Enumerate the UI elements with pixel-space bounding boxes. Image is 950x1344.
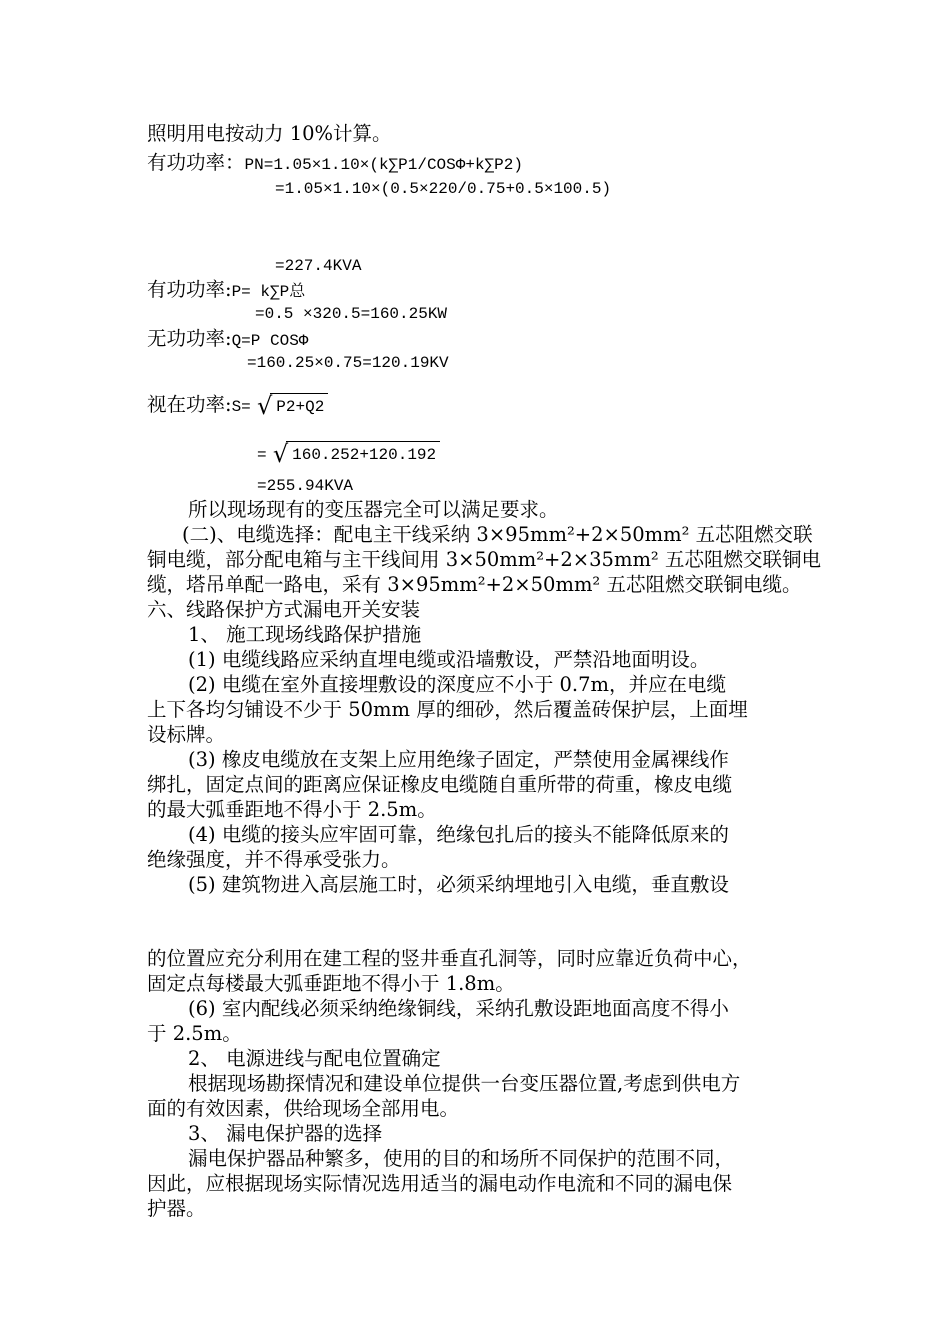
- text-line: 漏电保护器品种繁多，使用的目的和场所不同保护的范围不同，: [188, 1147, 735, 1170]
- formula-label: 有功功率：: [147, 151, 245, 174]
- formula-label: 无功功率:: [147, 327, 232, 350]
- formula-result: =227.4KVA: [275, 257, 362, 275]
- text-line: 的最大弧垂距地不得小于 2.5m。: [147, 798, 437, 821]
- formula-expression: Q=P COSΦ: [231, 332, 309, 350]
- text-line: 设标牌。: [147, 723, 226, 746]
- text-line: 铜电缆，部分配电箱与主干线间用 3×50mm²+2×35mm² 五芯阻燃交联铜电: [147, 548, 821, 571]
- text-line: 缆，塔吊单配一路电，采有 3×95mm²+2×50mm² 五芯阻燃交联铜电缆。: [147, 573, 802, 596]
- formula-line: [147, 392, 328, 420]
- formula-line: [147, 150, 523, 178]
- sqrt-expression: [273, 440, 440, 468]
- text-line: (二)、电缆选择：配电主干线采纳 3×95mm²+2×50mm² 五芯阻燃交联: [182, 523, 813, 546]
- text-line: (5) 建筑物进入高层施工时，必须采纳埋地引入电缆，垂直敷设: [188, 873, 729, 896]
- text-line: 护器。: [147, 1197, 206, 1220]
- text-line: 根据现场勘探情况和建设单位提供一台变压器位置,考虑到供电方: [188, 1072, 741, 1095]
- text-line: (3) 橡皮电缆放在支架上应用绝缘子固定，严禁使用金属裸线作: [188, 748, 729, 771]
- text-line: 固定点每楼最大弧垂距地不得小于 1.8m。: [147, 972, 515, 995]
- text-line: 因此，应根据现场实际情况选用适当的漏电动作电流和不同的漏电保: [147, 1172, 733, 1195]
- formula-prefix: S=: [231, 398, 251, 416]
- formula-result: =255.94KVA: [257, 477, 354, 495]
- formula-expression: P= k∑P总: [231, 283, 306, 301]
- text-line: 的位置应充分利用在建工程的竖井垂直孔洞等，同时应靠近负荷中心，: [147, 947, 752, 970]
- text-line: 于 2.5m。: [147, 1022, 242, 1045]
- text-line: 面的有效因素，供给现场全部用电。: [147, 1097, 460, 1120]
- sqrt-icon: √: [272, 440, 289, 468]
- text-line: 照明用电按动力 10%计算。: [147, 122, 392, 145]
- sqrt-expression: [257, 392, 328, 420]
- subsection-heading: 2、 电源进线与配电位置确定: [188, 1047, 441, 1070]
- text-line: 所以现场现有的变压器完全可以满足要求。: [188, 498, 559, 521]
- text-line: (1) 电缆线路应采纳直埋电缆或沿墙敷设，严禁沿地面明设。: [188, 648, 710, 671]
- sqrt-body: P2+Q2: [270, 393, 328, 420]
- formula-line: =0.5 ×320.5=160.25KW: [255, 305, 448, 323]
- text-line: 上下各均匀铺设不少于 50mm 厚的细砂，然后覆盖砖保护层，上面埋: [147, 698, 748, 721]
- formula-line: [257, 440, 440, 468]
- sqrt-body: 160.252+120.192: [286, 441, 440, 468]
- formula-line: =1.05×1.10×(0.5×220/0.75+0.5×100.5): [275, 180, 612, 198]
- formula-prefix: =: [257, 446, 267, 464]
- subsection-heading: 1、 施工现场线路保护措施: [188, 623, 422, 646]
- text-line: 绑扎，固定点间的距离应保证橡皮电缆随自重所带的荷重，橡皮电缆: [147, 773, 733, 796]
- text-line: (2) 电缆在室外直接埋敷设的深度应不小于 0.7m，并应在电缆: [188, 673, 727, 696]
- text-line: (4) 电缆的接头应牢固可靠，绝缘包扎后的接头不能降低原来的: [188, 823, 729, 846]
- sqrt-icon: √: [256, 392, 273, 420]
- text-line: 绝缘强度，并不得承受张力。: [147, 848, 401, 871]
- formula-label: 有功功率:: [147, 278, 232, 301]
- subsection-heading: 3、 漏电保护器的选择: [188, 1122, 383, 1145]
- formula-label: 视在功率:: [147, 393, 232, 416]
- formula-line: =160.25×0.75=120.19KV: [247, 354, 449, 372]
- section-heading: 六、线路保护方式漏电开关安装: [147, 598, 421, 621]
- text-line: (6) 室内配线必须采纳绝缘铜线，采纳孔敷设距地面高度不得小: [188, 997, 729, 1020]
- formula-expression: PN=1.05×1.10×(k∑P1/COSΦ+k∑P2): [244, 156, 523, 174]
